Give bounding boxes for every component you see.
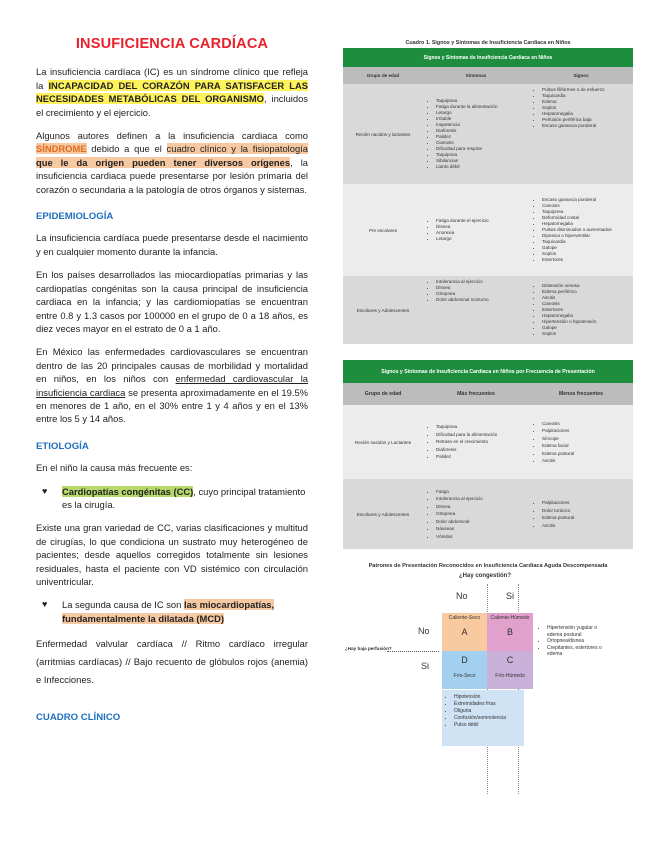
list-item: • Ortopnea/disnea	[547, 638, 607, 645]
list-item: • Galope	[542, 245, 629, 251]
list-item: • Palidez	[436, 134, 525, 140]
list-item: • Estertores	[542, 257, 629, 263]
table1	[343, 48, 633, 344]
list-item: • Taquipnea	[542, 209, 629, 215]
presentation-diagram	[343, 569, 633, 799]
section-cuadro-clinico: CUADRO CLÍNICO	[36, 712, 121, 724]
list-item: • Inapetencia	[436, 122, 525, 128]
list-item: • Dificultad para la alimentación	[436, 431, 525, 439]
list-item: • Fatiga	[436, 488, 525, 496]
list-item: • Taquicardia	[542, 93, 629, 99]
list-item: • Llanto débil	[436, 164, 525, 170]
bullet-congenital-text	[62, 485, 308, 512]
quadrant-a-letter: A	[461, 627, 468, 637]
table1-age-1: Recién nacidos y lactantes	[355, 131, 411, 137]
list-item: • Cianosis	[542, 203, 629, 209]
quadrant-b-letter: B	[506, 627, 513, 637]
table2-mas-1	[423, 405, 529, 479]
list-item: • Taquipnea	[436, 98, 525, 104]
intro-text-end: , incluidos el crecimiento y el ejercicio.	[36, 93, 308, 118]
syndrome-text-end: , la insuficiencia cardiaca puede presentarse por lesión primaria del corazón o secundaria a la patología de otros órganos y sistemas.	[36, 156, 308, 195]
table1-signos-1	[529, 84, 633, 184]
list-item: • Dipneica o hiperventilar	[542, 233, 629, 239]
list-item: • Edema periférico	[542, 289, 629, 295]
intro-text: La insuficiencia cardíaca (IC) es un síndrome clínico que refleja la	[36, 66, 308, 91]
section-etiologia: ETIOLOGÍA	[36, 440, 89, 452]
signos-list	[533, 87, 629, 129]
list-item: • Edema	[542, 99, 629, 105]
sintomas-list	[427, 218, 525, 242]
syndrome-text: Algunos autores definen a la insuficiencia cardiaca como	[36, 130, 308, 142]
list-item: • Ortopnea	[436, 510, 525, 518]
list-item: • Edema postural	[542, 450, 629, 458]
list-item: • Oliguria	[454, 708, 524, 715]
list-item: • Palpitaciones	[542, 499, 629, 507]
syndrome-highlight-1: cuadro clínico y la fisiopatología	[166, 143, 308, 155]
intro-paragraph	[36, 65, 308, 119]
intro-highlight: INCAPACIDAD DEL CORAZÓN PARA SATISFACER LAS NECESIDADES METABÓLICAS DEL ORGANISMO	[36, 79, 308, 105]
table1-age-3: Escolares y Adolescentes	[356, 307, 410, 313]
epi-paragraph-2: En los países desarrollados las miocardiopatías primarias y las cardiopatías congénitas son la causa principal de insuficiencia cardiaca en la infancia; y las cardiomiopatías se encuentran entre 0.8 y 1.3 casos por 100000 en el grupo de 0 a 18 años, es diez veces mayor en el estrato de 0 a 1 año.	[36, 269, 308, 334]
list-item: • Letargo	[436, 236, 525, 242]
table1-sintomas-3	[423, 276, 529, 344]
quadrant-c-title: Frío-Húmedo	[495, 673, 525, 679]
list-item: • Soplos	[542, 331, 629, 337]
list-item: • Dolor abdominal nocturno	[436, 297, 525, 303]
table1-col-signos: Signos	[529, 67, 633, 84]
list-item: • Palidez	[436, 453, 525, 461]
list-item: • Hepatomegalia	[542, 221, 629, 227]
other-causes-paragraph: Enfermedad valvular cardíaca // Ritmo cardíaco irregular (arritmias cardíacas) // Bajo recuento de glóbulos rojos (anemia) e Infecciones.	[36, 638, 308, 686]
list-item: • Crepitantes, estertores o edema	[547, 645, 607, 658]
list-item: • Extremidades frías	[454, 701, 524, 708]
epi-paragraph-3	[36, 345, 308, 425]
list-item: • Fatiga durante la alimentación	[436, 104, 525, 110]
signos-list	[533, 197, 629, 263]
quadrant-c	[487, 651, 533, 689]
quadrant-d-letter: D	[461, 655, 468, 665]
cc-paragraph: Existe una gran variedad de CC, varias clasificaciones y multitud de cirugías, lo que condiciona un sustrato muy heterogéneo de pacientes; desde aquellos corregidos totalmente sin lesiones residuales, hasta el paciente con VD sistémico con circulación univentricular.	[36, 522, 308, 587]
table2-col-menos: Menos frecuentes	[529, 383, 633, 405]
congenital-rest: , cuyo principal tratamiento es la cirugía.	[62, 485, 306, 510]
list-item: • Letargo	[436, 110, 525, 116]
quadrant-b-title: Caliente-Húmedo	[490, 615, 530, 621]
table1-signos-2	[529, 184, 633, 276]
table1-col-sintomas: Síntomas	[423, 67, 529, 84]
list-item: • Vómitos	[436, 533, 525, 541]
quadrant-a	[442, 613, 487, 651]
congestion-si: Si	[506, 591, 515, 601]
low-perfusion-notes	[442, 690, 524, 746]
list-item: • Diaforesis	[436, 128, 525, 134]
list-item: • Soplos	[542, 251, 629, 257]
list-item: • Disnea	[436, 224, 525, 230]
myocardiopathy-text: La segunda causa de IC son	[62, 599, 184, 611]
list-item: • Distensión venosa	[542, 283, 629, 289]
list-item: • Taquipnea	[436, 423, 525, 431]
list-item: • Estertores	[542, 307, 629, 313]
table-row	[343, 405, 633, 479]
epi-text-end: se presenta aproximadamente en el 19.5% en menores de 1 año, en el 30% entre 1 y 4 años y en el 13% entre los 5 y 14 años.	[36, 386, 308, 425]
perfusion-si: Si	[421, 661, 430, 671]
low-perfusion-list	[442, 694, 524, 729]
congestion-no: No	[456, 591, 468, 601]
list-item: • Galope	[542, 325, 629, 331]
list-item: • Dolor torácico	[542, 507, 629, 515]
quadrant-c-letter: C	[506, 655, 514, 665]
table2-wrap	[343, 360, 633, 549]
list-item: • Pulsos disminuidos o aumentados	[542, 227, 629, 233]
list-item: • Taquicardia	[542, 239, 629, 245]
list-item: • Anorexia	[436, 230, 525, 236]
congestion-notes	[539, 625, 607, 658]
syndrome-highlight-2: que le da origen pueden tener diversos orígenes	[36, 156, 291, 168]
list-item: • Fatiga durante el ejercicio	[436, 218, 525, 224]
list-item: • Ortopnea	[436, 291, 525, 297]
list-item: • Escaso ganancia ponderal	[542, 123, 629, 129]
list-item: • Perfusión periférica baja	[542, 117, 629, 123]
list-item: • Deformidad costal	[542, 215, 629, 221]
menos-list	[533, 420, 629, 465]
list-item: • Hipotensión	[454, 694, 524, 701]
table2-mas-2	[423, 479, 529, 549]
etiology-paragraph: En el niño la causa más frecuente es:	[36, 462, 193, 474]
sintomas-list	[427, 279, 525, 303]
table2-age-1: Recién nacidos y Lactantes	[354, 439, 412, 445]
list-item: • Intolerancia al ejercicio	[436, 495, 525, 503]
epi-underline: enfermedad cardiovascular la insuficiencia cardiaca	[36, 373, 308, 398]
table2	[343, 360, 633, 549]
heart-icon: ♥	[42, 599, 48, 610]
congenital-highlight: Cardiopatías congénitas (CC)	[62, 485, 194, 497]
list-item: • Hepatomegalia	[542, 313, 629, 319]
table1-caption: Cuadro 1. Signos y Síntomas de Insuficiencia Cardiaca en Niños	[405, 40, 571, 46]
left-column	[36, 38, 308, 733]
section-epidemiologia: EPIDEMIOLOGÍA	[36, 211, 114, 223]
list-item: • Retraso en el crecimiento	[436, 438, 525, 446]
table1-signos-3	[529, 276, 633, 344]
table2-menos-1	[529, 405, 633, 479]
table1-age-2: Pre escolares	[368, 227, 398, 233]
table-row	[343, 479, 633, 549]
quadrant-d-title: Frío-Seco	[453, 673, 476, 679]
table-row	[343, 184, 633, 276]
bullet-congenital	[42, 485, 308, 512]
table2-menos-2	[529, 479, 633, 549]
list-item: • Ascitis	[542, 295, 629, 301]
list-item: • Soplos	[542, 105, 629, 111]
list-item: • Cianosis	[542, 420, 629, 428]
diagram-caption: Patrones de Presentación Reconocidos en Insuficiencia Cardiaca Aguda Descompensada	[368, 563, 608, 569]
list-item: • Edema facial	[542, 442, 629, 450]
list-item: • Cianosis	[436, 140, 525, 146]
list-item: • Escaso ganancia ponderal	[542, 197, 629, 203]
epi-text: En México las enfermedades cardiovasculares se encuentran dentro de las 20 principales causas de morbilidad y mortalidad en niños, en los niños con	[36, 346, 308, 385]
list-item: • Disnea	[436, 285, 525, 291]
list-item: • Pulsos filiformes o de esfuerzo	[542, 87, 629, 93]
list-item: • Palpitaciones	[542, 427, 629, 435]
list-item: • Síncope	[542, 435, 629, 443]
list-item: • Sibilancias	[436, 158, 525, 164]
list-item: • Dolor abdominal	[436, 518, 525, 526]
table-row	[343, 276, 633, 344]
syndrome-keyword: SÍNDROME	[36, 143, 87, 155]
list-item: • Irritable	[436, 116, 525, 122]
mas-list	[427, 488, 525, 541]
congestion-question: ¿Hay congestión?	[459, 573, 512, 579]
signos-list	[533, 283, 629, 337]
bullet-myocardiopathy	[42, 598, 308, 625]
table1-col-age: Grupo de edad	[343, 67, 423, 84]
congestion-notes-list	[539, 625, 607, 658]
perfusion-no: No	[418, 626, 430, 636]
list-item: • Diaforesis	[436, 446, 525, 454]
epi-paragraph-1: La insuficiencia cardíaca puede presentarse desde el nacimiento y en cualquier momento durante la infancia.	[36, 232, 308, 257]
list-item: • Intolerancia al ejercicio	[436, 279, 525, 285]
quadrant-d	[442, 651, 487, 689]
list-item: • Hepatomegalia	[542, 111, 629, 117]
table2-col-age: Grupo de edad	[343, 383, 423, 405]
list-item: • Taquipnea	[436, 152, 525, 158]
list-item: • Dificultad para respirar	[436, 146, 525, 152]
perfusion-divider	[387, 651, 439, 652]
list-item: • Hipertensión yugular o edema postural	[547, 625, 607, 638]
heart-icon: ♥	[42, 485, 48, 496]
myocardiopathy-highlight: las miocardiopatías, fundamentalmente la dilatada (MCD)	[62, 599, 275, 624]
sintomas-list	[427, 98, 525, 170]
table1-sintomas-2	[423, 184, 529, 276]
list-item: • Pulso débil	[454, 722, 524, 729]
mas-list	[427, 423, 525, 461]
menos-list	[533, 499, 629, 529]
table1-sintomas-1	[423, 84, 529, 184]
table2-header: Signos y Síntomas de Insuficiencia Cardiaca en Niños por Frecuencia de Presentación	[343, 360, 633, 383]
list-item: • Cianosis	[542, 301, 629, 307]
quadrant-a-title: Caliente-Seco	[448, 615, 481, 621]
list-item: • Ascitis	[542, 457, 629, 465]
perfusion-question: ¿Hay baja perfusión?	[345, 646, 392, 651]
table2-age-2: Escolares y Adolescentes	[356, 511, 410, 517]
quadrant-b	[487, 613, 533, 651]
list-item: • Edema postural	[542, 514, 629, 522]
page-title: INSUFICIENCIA CARDÍACA	[75, 36, 269, 52]
list-item: • Hipertensión o hipotensión	[542, 319, 629, 325]
syndrome-text-2: debido a que el	[86, 143, 167, 155]
table2-col-mas: Más frecuentes	[423, 383, 529, 405]
syndrome-paragraph	[36, 129, 308, 196]
list-item: • Disnea	[436, 503, 525, 511]
list-item: • Confusión/somnolencia	[454, 715, 524, 722]
list-item: • Ascitis	[542, 522, 629, 530]
right-column	[343, 40, 633, 799]
table-row	[343, 84, 633, 184]
list-item: • Náuseas	[436, 525, 525, 533]
table1-header: Signos y Síntomas de Insuficiencia Cardiaca en Niños	[343, 48, 633, 67]
bullet-myocardiopathy-text	[62, 598, 308, 625]
